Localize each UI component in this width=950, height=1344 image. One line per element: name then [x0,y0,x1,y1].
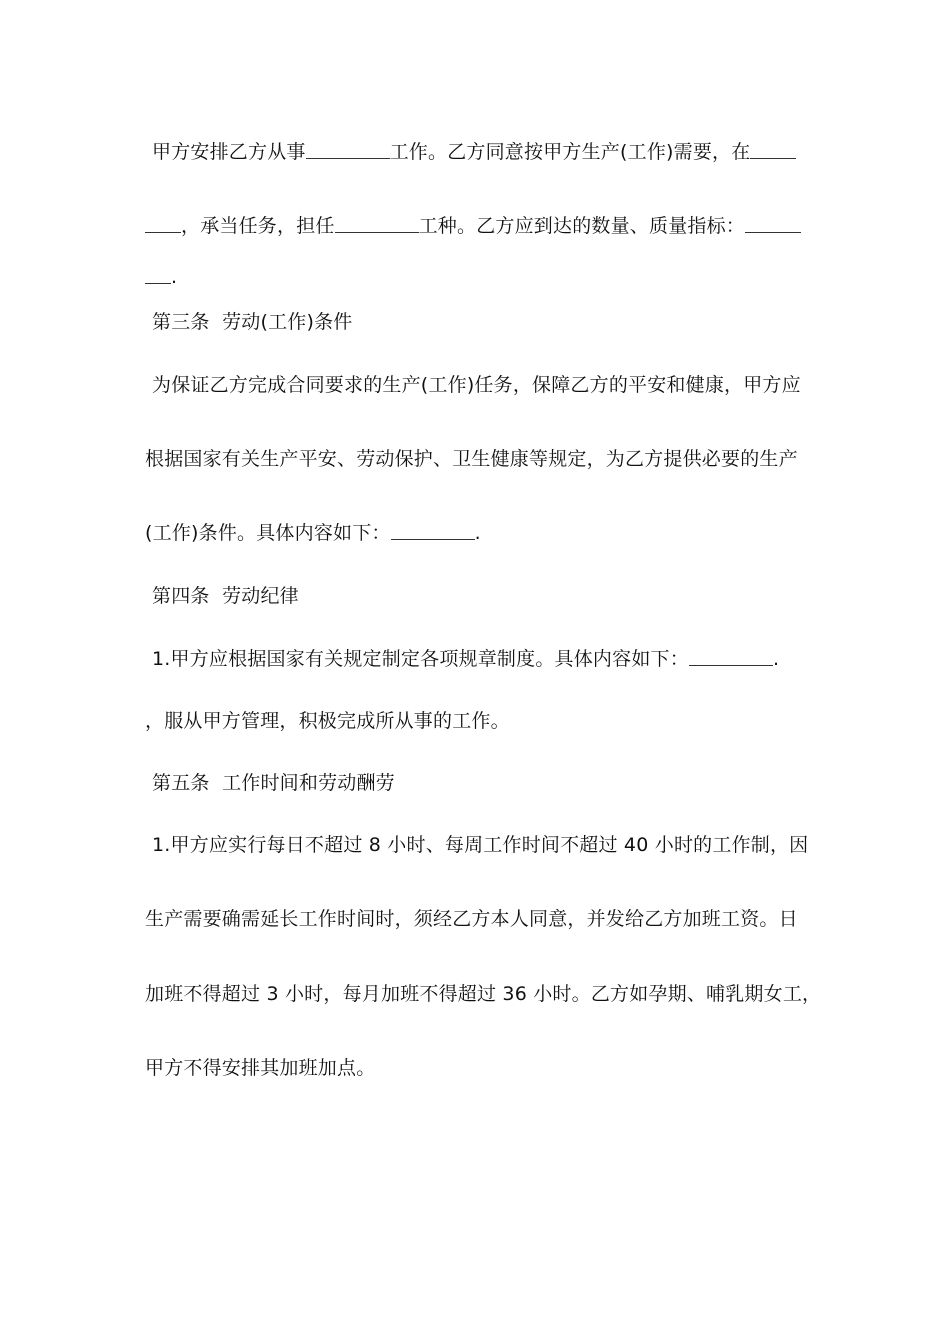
text-segment: . [474,522,481,544]
text-line [152,647,779,671]
text-line [145,982,821,1006]
text-segment: . [772,648,780,670]
text-line [152,833,808,857]
text-segment: 为保证乙方完成合同要求的生产(工作)任务，保障乙方的平安和健康，甲方应 [152,374,801,396]
section-heading [152,310,353,334]
fill-in-blank [745,230,801,233]
fill-in-blank [145,281,171,284]
text-segment: ，承当任务，担任 [181,215,335,237]
fill-in-blank [306,156,390,159]
text-segment: 第三条 劳动(工作)条件 [152,311,353,333]
fill-in-blank [335,230,419,233]
text-line [145,265,177,289]
text-segment: 第五条 工作时间和劳动酬劳 [152,772,395,794]
text-segment: . [171,266,178,288]
text-segment: 生产需要确需延长工作时间时，须经乙方本人同意，并发给乙方加班工资。日 [145,908,798,930]
text-line [145,521,481,545]
text-segment: ，服从甲方管理，积极完成所从事的工作。 [145,710,510,732]
text-segment: 加班不得超过 3 小时，每月加班不得超过 36 小时。乙方如孕期、哺乳期女工， [145,983,822,1005]
fill-in-blank [391,537,475,540]
text-segment: (工作)条件。具体内容如下： [145,522,391,544]
text-line [145,709,510,733]
text-line [145,447,798,471]
text-line [152,140,796,164]
text-segment: 甲方安排乙方从事 [152,141,306,163]
text-segment: 1.甲方应根据国家有关规定制定各项规章制度。具体内容如下： [152,648,689,670]
text-line [145,214,801,238]
fill-in-blank [689,663,773,666]
text-line [152,373,801,397]
section-heading [152,584,299,608]
text-segment: 根据国家有关生产平安、劳动保护、卫生健康等规定，为乙方提供必要的生产 [145,448,798,470]
text-segment: 工种。乙方应到达的数量、质量指标： [418,215,746,237]
section-heading [152,771,395,795]
text-segment: 1.甲方应实行每日不超过 8 小时、每周工作时间不超过 40 小时的工作制，因 [152,834,809,856]
text-line [145,1056,375,1080]
text-segment: 第四条 劳动纪律 [152,585,299,607]
fill-in-blank [145,230,181,233]
fill-in-blank [750,156,796,159]
text-segment: 甲方不得安排其加班加点。 [145,1057,376,1079]
text-line [145,907,798,931]
text-segment: 工作。乙方同意按甲方生产(工作)需要，在 [389,141,751,163]
